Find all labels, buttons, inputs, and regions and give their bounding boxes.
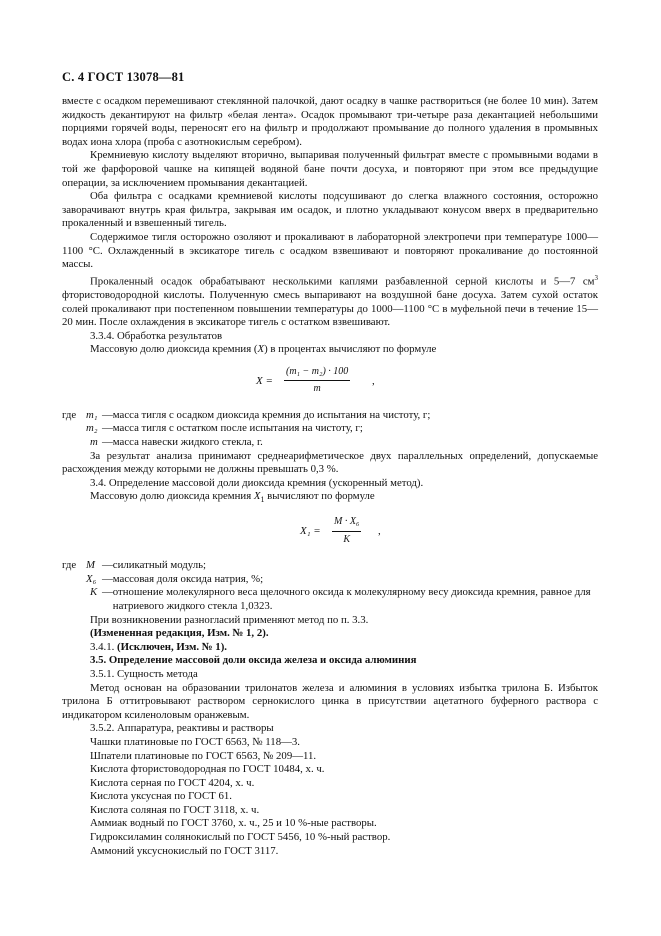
formula-silica bbox=[62, 361, 598, 403]
legend-dash: — bbox=[102, 559, 113, 572]
formula-silica-fast bbox=[62, 511, 598, 553]
paragraph bbox=[62, 343, 598, 357]
legend-row bbox=[62, 436, 598, 450]
paragraph: Оба фильтра с осадками кремниевой кислоты подсушивают до слегка влажного состояния, осторожно заворачивают внутрь края фильтра, закрывая им осадок, и плотно укладывают конусом вверх в предварительно прокаленный и взвешенный тигель. bbox=[62, 190, 598, 230]
formula-legend bbox=[62, 559, 598, 613]
list-item: Кислота соляная по ГОСТ 3118, х. ч. bbox=[90, 803, 260, 816]
paragraph-part: Массовую долю диоксида кремния ( bbox=[90, 343, 258, 356]
list-item: Чашки платиновые по ГОСТ 6563, № 118—3. bbox=[90, 735, 300, 748]
legend-prefix bbox=[62, 422, 86, 436]
formula-fraction bbox=[332, 515, 361, 546]
legend-row bbox=[62, 586, 598, 613]
amendment-note: (Измененная редакция, Изм. № 1, 2). bbox=[90, 627, 269, 640]
legend-text: силикатный модуль; bbox=[112, 559, 207, 572]
variable: X bbox=[253, 490, 261, 503]
section-heading: 3.4. Определение массовой доли диоксида кремния (ускоренный метод). bbox=[90, 476, 424, 489]
legend-prefix bbox=[62, 436, 90, 450]
variable: X bbox=[257, 343, 265, 356]
legend-text: массовая доля оксида натрия, %; bbox=[112, 572, 264, 585]
section-heading: 3.5. Определение массовой доли оксида железа и оксида алюминия bbox=[90, 654, 417, 667]
list-item: Кислота серная по ГОСТ 4204, х. ч. bbox=[90, 776, 255, 789]
legend-dash: — bbox=[102, 422, 113, 435]
paragraph-part: Прокаленный осадок обрабатывают несколькими каплями разбавленной серной кислоты и 5—7 см bbox=[90, 275, 595, 288]
legend-symbol: X₆ bbox=[86, 572, 97, 585]
legend-text: отношение молекулярного веса щелочного оксида к молекулярному весу диоксида кремния, равное для натриевого жидкого стекла 1,0323. bbox=[112, 586, 591, 612]
list-item: Гидроксиламин солянокислый по ГОСТ 5456, 10 %-ный раствор. bbox=[90, 831, 391, 844]
formula-numerator: (m₁ − m₂) · 100 bbox=[284, 365, 350, 382]
legend-symbol: m bbox=[90, 436, 98, 449]
formula-denominator: m bbox=[313, 383, 321, 395]
section-heading: 3.5.2. Аппаратура, реактивы и растворы bbox=[90, 722, 274, 735]
list-item: Кислота фтористоводородная по ГОСТ 10484, х. ч. bbox=[90, 763, 325, 776]
legend-row bbox=[62, 573, 598, 587]
legend-row bbox=[62, 422, 598, 436]
paragraph: вместе с осадком перемешивают стеклянной палочкой, дают осадку в чашке раствориться (не более 10 мин). Затем жидкость декантируют на фильтр «белая лента». Осадок промывают три-четыре раза декантацией небольшими порциями горячей воды, переносят его на фильтр и продолжают промывание до полного удаления в промывных водах иона хлора (проба с азотнокислым серебром). bbox=[62, 95, 598, 148]
paragraph-part: Массовую долю диоксида кремния bbox=[90, 490, 254, 503]
legend-dash: — bbox=[102, 408, 113, 421]
paragraph: Метод основан на образовании трилонатов железа и алюминия в условиях избытка трилона Б. Избыток трилона Б оттитровывают раствором сернокислого цинка в присутствии ацетатного буферного раствора с индикатором ксиленоловым оранжевым. bbox=[62, 681, 598, 721]
section-heading: 3.5.1. Сущность метода bbox=[90, 667, 198, 680]
paragraph: Кремниевую кислоту выделяют вторично, выпаривая полученный фильтрат вместе с промывными водами в той же фарфоровой чашке на кипящей водяной бане почти досуха, и повторяют при этом все предыдущие операции, за исключением промывания декантацией. bbox=[62, 149, 598, 189]
amendment-note: (Исключен, Изм. № 1). bbox=[117, 640, 227, 653]
paragraph: Содержимое тигля осторожно озоляют и прокаливают в лабораторной электропечи при температуре 1000—1100 °С. Охлажденный в эксикаторе тигель с осадком взвешивают и повторяют прокаливание до постоянной массы. bbox=[62, 230, 598, 271]
legend-symbol: m₁ bbox=[86, 408, 98, 421]
legend-row bbox=[62, 559, 598, 573]
list-item: Аммиак водный по ГОСТ 3760, х. ч., 25 и 10 %-ные растворы. bbox=[90, 817, 377, 830]
legend-prefix bbox=[62, 573, 86, 587]
paragraph-part: вычисляют по формуле bbox=[264, 490, 375, 503]
formula-lhs: X₁ = bbox=[300, 525, 321, 538]
legend-prefix: где bbox=[62, 559, 77, 572]
formula-legend bbox=[62, 409, 598, 450]
paragraph-part: фтористоводородной кислоты. Полученную смесь выпаривают на воздушной бане досуха. Затем сухой остаток солей прокаливают при постепенном повышении температуры до 1000—1100 °С в муфельной печи в течение 15—20 мин. После охлаждения в эксикаторе тигель с остатком взвешивают. bbox=[62, 288, 598, 329]
page-header: С. 4 ГОСТ 13078—81 bbox=[62, 70, 185, 84]
legend-row bbox=[62, 409, 598, 423]
formula-fraction bbox=[284, 365, 350, 396]
paragraph bbox=[62, 272, 598, 330]
formula-numerator: M · X₆ bbox=[332, 515, 361, 532]
paragraph bbox=[62, 490, 598, 507]
list-item: Аммоний уксуснокислый по ГОСТ 3117. bbox=[90, 844, 279, 857]
paragraph: При возникновении разногласий применяют метод по п. 3.3. bbox=[90, 613, 369, 626]
subscript: 1 bbox=[260, 495, 265, 505]
paragraph bbox=[62, 641, 598, 655]
formula-lhs: X = bbox=[256, 374, 273, 387]
legend-prefix: где bbox=[62, 408, 77, 421]
legend-symbol: K bbox=[90, 586, 98, 599]
legend-dash: — bbox=[102, 436, 113, 449]
legend-text: масса тигля с остатком после испытания на чистоту, г; bbox=[112, 422, 363, 435]
list-item: Кислота уксусная по ГОСТ 61. bbox=[90, 790, 232, 803]
section-heading: 3.3.4. Обработка результатов bbox=[90, 329, 223, 342]
reagents-list bbox=[62, 736, 598, 858]
legend-text: масса навески жидкого стекла, г. bbox=[112, 436, 263, 449]
formula-denominator: K bbox=[343, 533, 351, 545]
body-text bbox=[62, 95, 598, 858]
paragraph-part: ) в процентах вычисляют по формуле bbox=[264, 343, 437, 356]
list-item: Шпатели платиновые по ГОСТ 6563, № 209—11. bbox=[90, 749, 317, 762]
formula-tail: , bbox=[372, 374, 375, 387]
legend-symbol: m₂ bbox=[86, 422, 98, 435]
formula-tail: , bbox=[378, 525, 381, 538]
legend-prefix bbox=[62, 586, 90, 613]
paragraph-part: 3.4.1. bbox=[90, 640, 117, 653]
superscript: 3 bbox=[594, 273, 598, 282]
legend-dash: — bbox=[102, 572, 113, 585]
legend-text: масса тигля с осадком диоксида кремния до испытания на чистоту, г; bbox=[112, 408, 431, 421]
legend-dash: — bbox=[102, 586, 113, 599]
legend-symbol: M bbox=[86, 559, 95, 572]
paragraph: За результат анализа принимают среднеарифметическое двух параллельных определений, допускаемые расхождения между которыми не должны превышать 0,3 %. bbox=[62, 449, 598, 476]
